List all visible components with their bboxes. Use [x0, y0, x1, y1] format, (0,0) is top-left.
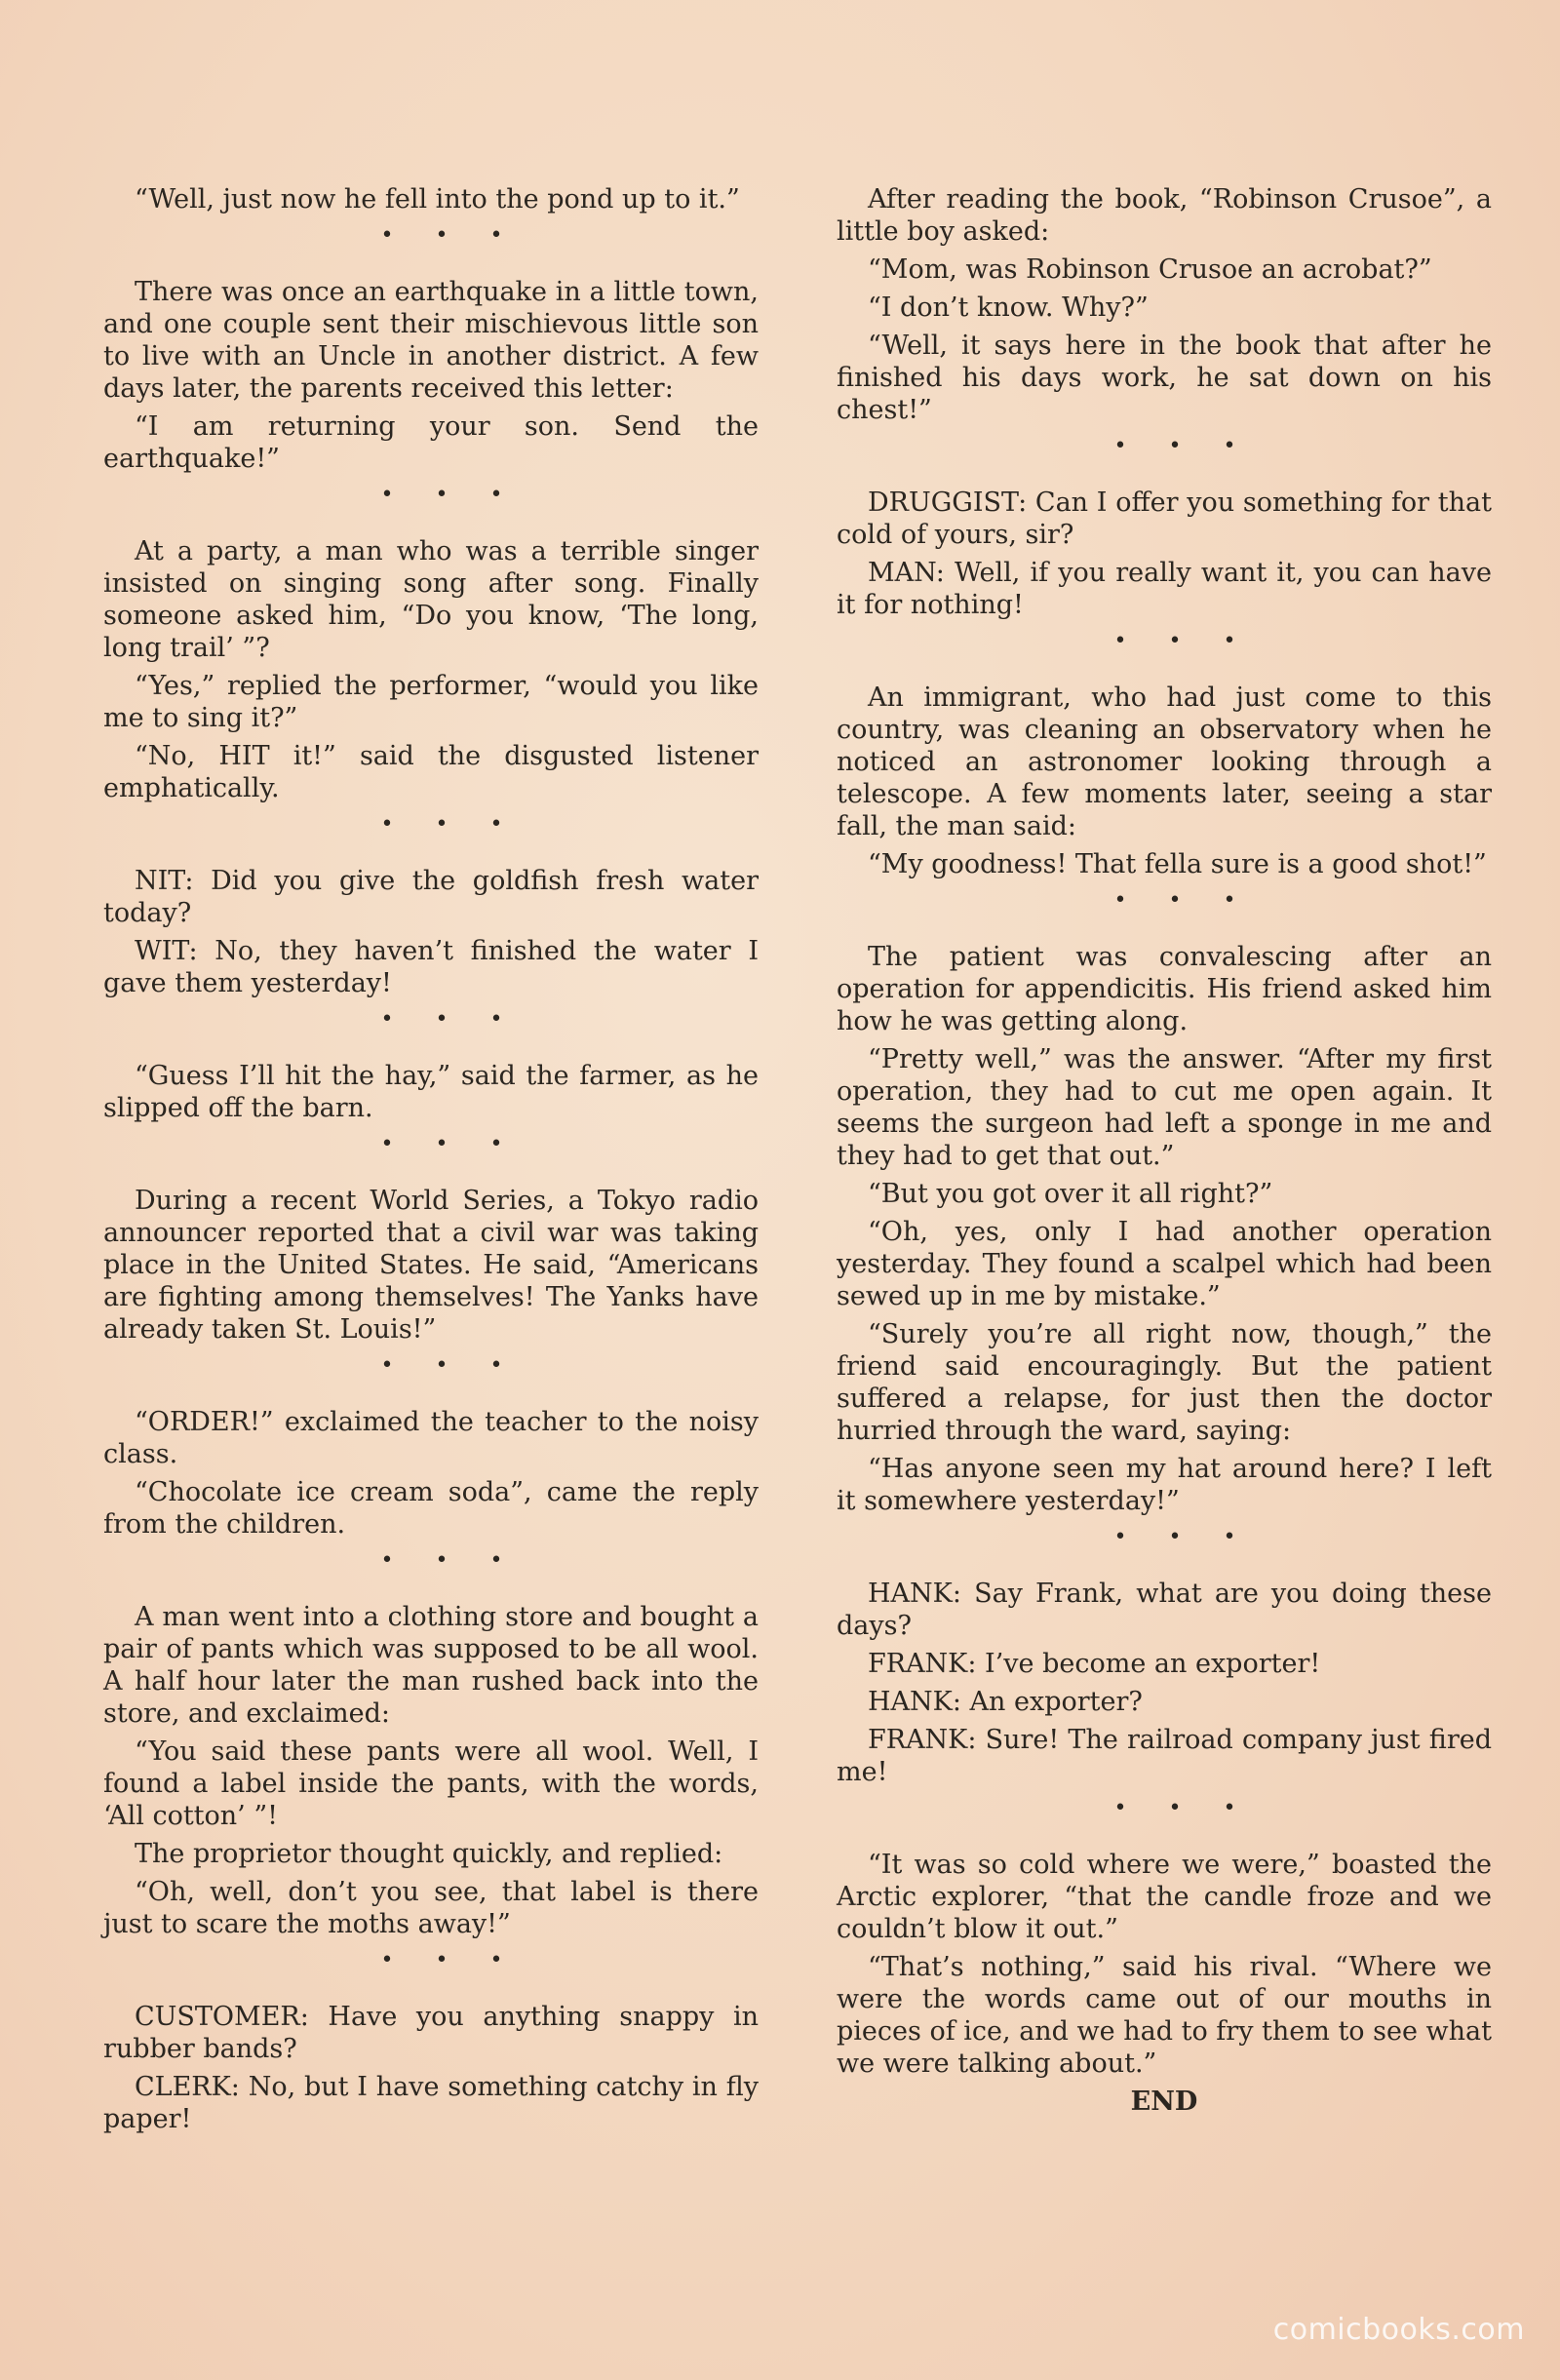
joke-paragraph: “Chocolate ice cream soda”, came the reply from the children. — [103, 1477, 759, 1540]
joke-paragraph: “Well, just now he fell into the pond up to it.” — [135, 184, 740, 215]
separator-dots: • • • — [380, 223, 521, 248]
joke-paragraph: “ORDER!” exclaimed the teacher to the noisy class. — [103, 1407, 759, 1469]
joke-paragraph: “Oh, well, don’t you see, that label is there just to scare the moths away!” — [103, 1877, 759, 1939]
right-column — [837, 183, 1492, 2118]
left-joke — [103, 2001, 759, 2135]
joke-paragraph: “Well, it says here in the book that after he finished his days work, he sat down on his chest!” — [837, 331, 1492, 425]
separator-dots: • • • — [380, 1353, 521, 1378]
separator-dots: • • • — [380, 1132, 521, 1156]
joke-paragraph: WIT: No, they haven’t finished the water I gave them yesterday! — [103, 936, 759, 998]
right-joke — [837, 487, 1492, 621]
left-joke — [103, 1185, 759, 1346]
left-joke — [103, 865, 759, 999]
joke-paragraph: NIT: Did you give the goldfish fresh water today? — [103, 866, 759, 928]
joke-paragraph: “You said these pants were all wool. Well, I found a label inside the pants, with the words, ‘All cotton’ ”! — [103, 1736, 759, 1831]
joke-paragraph: At a party, a man who was a terrible singer insisted on singing song after song. Finally someone asked him, “Do you know, ‘The long, long trail’ ”? — [103, 536, 759, 663]
joke-paragraph: “Surely you’re all right now, though,” the friend said encouragingly. But the patient suffered a relapse, for just then the doctor hurried through the ward, saying: — [837, 1319, 1492, 1446]
left-column — [103, 183, 759, 2141]
joke-paragraph: FRANK: I’ve become an exporter! — [868, 1649, 1321, 1679]
joke-paragraph: CLERK: No, but I have something catchy in fly paper! — [103, 2072, 759, 2134]
joke-paragraph: “Guess I’ll hit the hay,” said the farmer, as he slipped off the barn. — [103, 1061, 759, 1123]
joke-paragraph: A man went into a clothing store and bought a pair of pants which was supposed to be all wool. A half hour later the man rushed back into the store, and exclaimed: — [103, 1602, 759, 1729]
separator-dots: • • • — [1113, 629, 1254, 653]
left-joke — [103, 1060, 759, 1124]
right-joke — [837, 682, 1492, 880]
separator-dots: • • • — [1113, 434, 1254, 458]
separator-dots: • • • — [380, 1948, 521, 1972]
right-joke — [837, 183, 1492, 426]
joke-paragraph: “It was so cold where we were,” boasted the Arctic explorer, “that the candle froze and we couldn’t blow it out.” — [837, 1850, 1492, 1944]
right-joke — [837, 1849, 1492, 2080]
watermark: comicbooks.com — [1272, 2313, 1525, 2347]
right-joke — [837, 1578, 1492, 1788]
joke-paragraph: CUSTOMER: Have you anything snappy in rubber bands? — [103, 2002, 759, 2064]
separator-dots: • • • — [1113, 1796, 1254, 1820]
separator-dots: • • • — [380, 1548, 521, 1573]
left-joke — [103, 183, 759, 215]
left-joke — [103, 276, 759, 475]
left-joke — [103, 535, 759, 804]
joke-paragraph: DRUGGIST: Can I offer you something for that cold of yours, sir? — [837, 488, 1492, 550]
joke-paragraph: “Has anyone seen my hat around here? I left it somewhere yesterday!” — [837, 1454, 1492, 1516]
joke-paragraph: The proprietor thought quickly, and replied: — [135, 1839, 723, 1869]
joke-paragraph: HANK: Say Frank, what are you doing these days? — [837, 1579, 1492, 1641]
joke-paragraph: An immigrant, who had just come to this country, was cleaning an observatory when he noticed an astronomer looking through a telescope. A few moments later, seeing a star fall, the man said: — [837, 683, 1492, 841]
left-joke — [103, 1601, 759, 1940]
joke-paragraph: “Oh, yes, only I had another operation yesterday. They found a scalpel which had been sewed up in me by mistake.” — [837, 1217, 1492, 1311]
end-label: END — [1130, 2087, 1198, 2117]
joke-paragraph: After reading the book, “Robinson Crusoe”, a little boy asked: — [837, 184, 1492, 247]
joke-paragraph: HANK: An exporter? — [868, 1687, 1143, 1717]
joke-paragraph: “I don’t know. Why?” — [868, 293, 1149, 323]
separator-dots: • • • — [1113, 1525, 1254, 1549]
left-joke — [103, 1406, 759, 1541]
separator-dots: • • • — [380, 812, 521, 837]
joke-paragraph: “No, HIT it!” said the disgusted listener emphatically. — [103, 741, 759, 803]
joke-paragraph: FRANK: Sure! The railroad company just fired me! — [837, 1725, 1492, 1787]
joke-paragraph: “But you got over it all right?” — [868, 1179, 1273, 1209]
joke-paragraph: “My goodness! That fella sure is a good shot!” — [868, 849, 1487, 879]
joke-paragraph: The patient was convalescing after an operation for appendicitis. His friend asked him how he was getting along. — [837, 942, 1492, 1036]
joke-paragraph: “Yes,” replied the performer, “would you like me to sing it?” — [103, 671, 759, 733]
separator-dots: • • • — [1113, 888, 1254, 913]
joke-paragraph: There was once an earthquake in a little town, and one couple sent their mischievous little son to live with an Uncle in another district. A few days later, the parents received this letter: — [103, 277, 759, 404]
separator-dots: • • • — [380, 483, 521, 507]
joke-paragraph: During a recent World Series, a Tokyo radio announcer reported that a civil war was taking place in the United States. He said, “Americans are fighting among themselves! The Yanks have already taken St. Louis!” — [103, 1186, 759, 1345]
joke-paragraph: “Pretty well,” was the answer. “After my first operation, they had to cut me open again. It seems the surgeon had left a sponge in me and they had to get that out.” — [837, 1044, 1492, 1171]
joke-paragraph: “Mom, was Robinson Crusoe an acrobat?” — [868, 254, 1432, 285]
joke-paragraph: “I am returning your son. Send the earthquake!” — [103, 411, 759, 474]
separator-dots: • • • — [380, 1007, 521, 1032]
joke-paragraph: MAN: Well, if you really want it, you can have it for nothing! — [837, 558, 1492, 620]
right-joke — [837, 941, 1492, 1517]
joke-paragraph: “That’s nothing,” said his rival. “Where we were the words came out of our mouths in pieces of ice, and we had to fry them to see what we were talking about.” — [837, 1952, 1492, 2079]
